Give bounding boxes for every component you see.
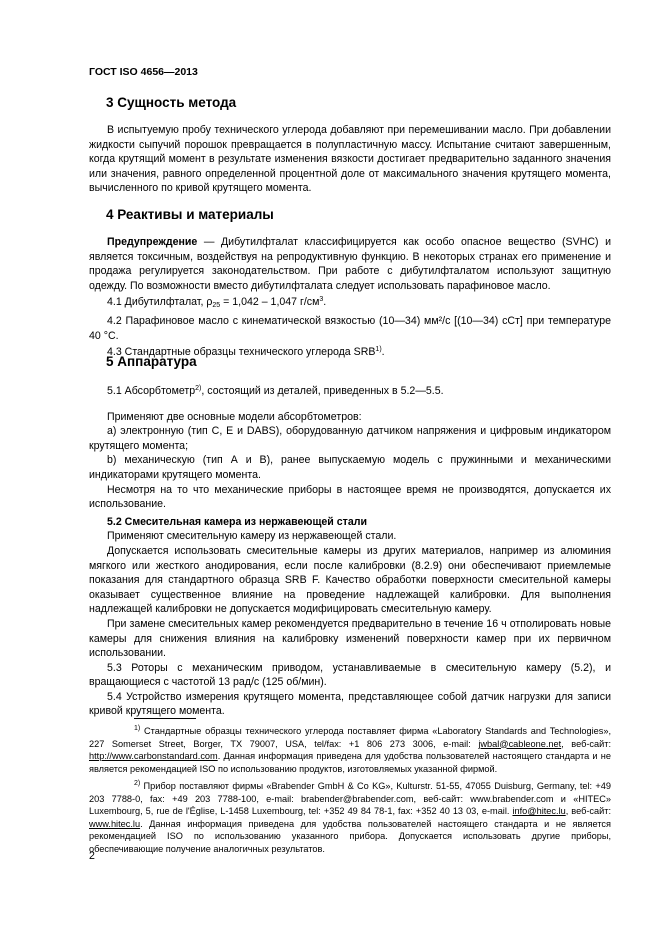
- rho-subscript: 25: [212, 302, 221, 310]
- s52-paragraph-3: При замене смесительных камер рекомендуется предварительно в течение 16 ч отполировать новые камеры для снижения влияния на калибровку изменений поверхности камер при их первичном использовании.: [89, 617, 611, 660]
- section-3-paragraph: В испытуемую пробу технического углерода добавляют при перемешивании масло. При добавлении жидкости сыпучий порошок превращается в полупластичную массу. Испытание считают завершенным, когда крутящий момент в результате изменения вязкости достигает предварительно заданного значения или значения, равного определенной процентной доле от максимального значения крутящего момента, вычисленного по кривой крутящего момента.: [89, 124, 611, 195]
- footnote-2: [89, 778, 611, 855]
- footnote-2-website-link[interactable]: www.hitec.lu: [89, 818, 141, 829]
- model-b: b) механическую (тип А и В), ранее выпускаемую модель с пружинными и механическими индикаторами крутящего момента.: [89, 454, 611, 481]
- footnote-1-email-link[interactable]: jwbal@cableone.net: [478, 738, 562, 749]
- footnote-1-text-c: . Данная информация приведена для удобства пользователей настоящего стандарта и не является рекомендацией ISO по использованию продуктов, изготовляемых указанной фирмой.: [89, 751, 611, 774]
- warning-text: — Дибутилфталат классифицируется как особо опасное вещество (SVHC) и является токсичным, воздействуя на репродуктивную функцию. В некоторых странах его применение и продажа регулируется законодательством. При работе с дибутилфталатом используют защитную одежду. По возможности вместо дибутилфталата следует использовать парафиновое масло.: [89, 236, 611, 292]
- s52-paragraph-1: Применяют смесительную камеру из нержавеющей стали.: [107, 530, 397, 543]
- footnote-1-website-link[interactable]: http://www.carbonstandard.com: [89, 751, 218, 761]
- running-header: ГОСТ ISO 4656—2013: [89, 66, 198, 78]
- item-4-3-text: 4.3 Стандартные образцы технического углерода SRB: [107, 346, 376, 359]
- footnote-separator: [134, 718, 196, 719]
- footnote-2-marker: 2): [134, 780, 141, 787]
- footnote-2-text: Прибор поставляют фирмы «Brabender GmbH & Co KG», Kulturstr. 51-55, 47055 Duisburg, Germany, tel: +49 203 7788-0, fax: +49 203 7788-100, e-mail: brabender@brabender.com, веб-сайт: www.brabender.com и «HITEC» Luxembourg, 5, rue de l'Église, L-1458 Luxembourg, tel: +352 49 84 78-1, fax: +352 40 13 03, e-mail.: [89, 781, 611, 816]
- footnote-ref-2: 2): [195, 385, 202, 392]
- footnote-ref-1: 1): [375, 346, 382, 354]
- footnote-1-text: Стандартные образцы технического углерода поставляет фирма «Laboratory Standards and Technologies», 227 Somerset Street, Borger, TX 79007, USA, tel/fax: +1 806 273 3006, e-mail:: [89, 726, 611, 749]
- footnote-1-text-b: , веб-сайт:: [561, 738, 612, 749]
- item-4-1: [89, 293, 611, 314]
- item-4-2: 4.2 Парафиновое масло с кинематической вязкостью (10—34) мм²/с [(10—34) сСт] при температуре 40 °С.: [89, 314, 611, 342]
- item-4-1-value: = 1,042 – 1,047 г/см: [220, 296, 320, 309]
- section-5-body: [89, 382, 611, 719]
- warning-paragraph: [89, 235, 611, 293]
- item-5-1-text: 5.1 Абсорбтометр: [107, 385, 196, 397]
- footnote-2-text-b: , веб-сайт:: [565, 806, 611, 816]
- item-4-1-text: 4.1 Дибутилфталат, ρ: [107, 296, 213, 309]
- section-4-title: 4 Реактивы и материалы: [106, 207, 274, 222]
- item-4-1-end: .: [323, 296, 327, 309]
- page-number: 2: [89, 850, 95, 862]
- footnote-2-email-link[interactable]: info@hitec.lu: [512, 806, 566, 816]
- section-5-title: 5 Аппаратура: [106, 354, 197, 369]
- item-5-4: 5.4 Устройство измерения крутящего момента, представляющее собой датчик нагрузки для записи кривой крутящего момента.: [89, 690, 611, 718]
- item-4-3-end: .: [381, 346, 385, 359]
- item-5-3: 5.3 Роторы с механическим приводом, устанавливаемые в смесительную камеру (5.2), и вращающиеся с частотой 13 рад/с (125 об/мин).: [89, 661, 611, 689]
- section-4-body: [89, 235, 611, 360]
- model-a: a) электронную (тип С, Е и DABS), оборудованную датчиком напряжения и цифровым индикатором крутящего момента;: [89, 425, 611, 452]
- s52-paragraph-2: Допускается использовать смесительные камеры из других материалов, например из алюминия мягкого или жесткого анодирования, если после калибровки (8.2.9) они обеспечивают приемлемые показания для стандартного образца SRB F. Качество обработки поверхности смесительной камеры оказывает существенное влияние на проведение надлежащей калибровки. Для выполнения надлежащей калибровки не допускается модифицировать смесительную камеру.: [89, 544, 611, 616]
- cm3-superscript: 3: [319, 296, 324, 304]
- item-5-1: [89, 382, 611, 399]
- section-3-body: [89, 123, 611, 196]
- mechanical-note: Несмотря на то что механические приборы в настоящее время не производятся, допускается их использование.: [89, 483, 611, 511]
- footnote-1: [89, 723, 611, 775]
- warning-label: Предупреждение: [107, 236, 198, 248]
- footnotes: [89, 723, 611, 855]
- subsection-5-2-title: 5.2 Смесительная камера из нержавеющей стали: [107, 515, 367, 528]
- item-5-1-tail: , состоящий из деталей, приведенных в 5.2—5.5.: [201, 385, 444, 397]
- models-intro: Применяют две основные модели абсорбтометров:: [107, 410, 362, 423]
- footnote-1-marker: 1): [134, 725, 141, 732]
- footnote-2-text-c: . Данная информация приведена для удобства пользователей настоящего стандарта и не является рекомендацией ISO по использованию указанного прибора. Допускается использовать другие приборы, обеспечивающие получение аналогичных результатов.: [89, 818, 611, 854]
- section-3-title: 3 Сущность метода: [106, 95, 237, 110]
